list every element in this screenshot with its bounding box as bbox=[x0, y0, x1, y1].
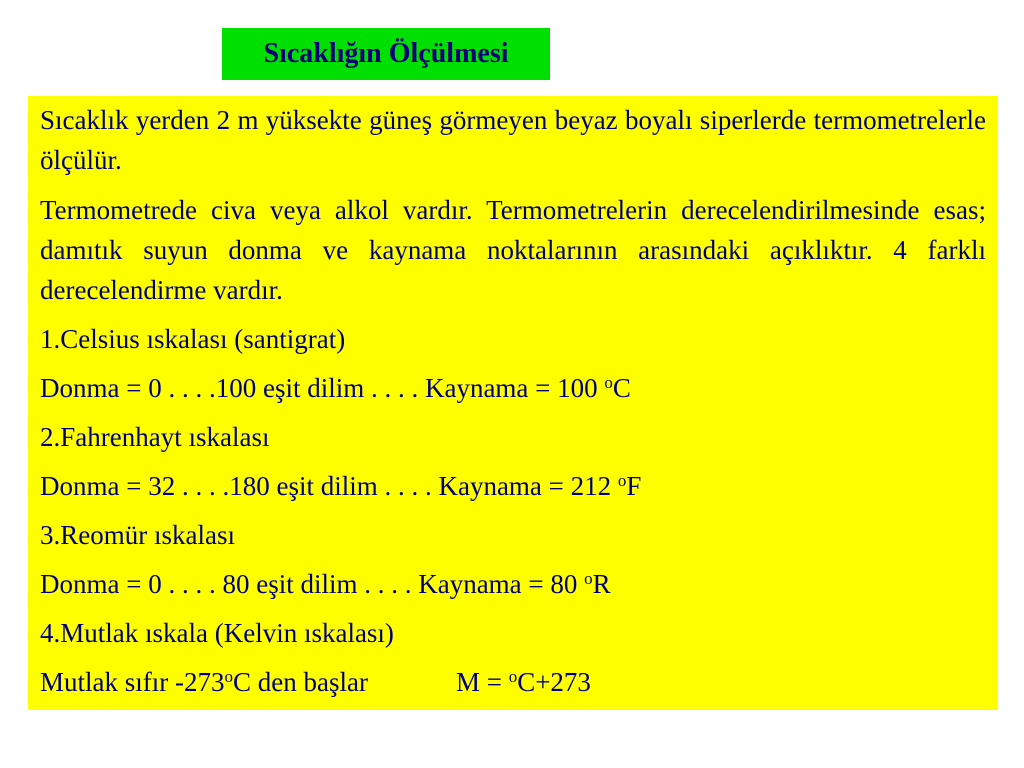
slide-title bbox=[222, 28, 550, 80]
fahrenheit-line bbox=[40, 466, 986, 506]
degree-symbol: o bbox=[224, 667, 233, 686]
degree-symbol: o bbox=[508, 667, 518, 686]
degree-symbol: o bbox=[584, 569, 593, 588]
fahrenheit-line-text: Donma = 32 . . . .180 eşit dilim . . . . Kaynama = 212 bbox=[40, 471, 618, 501]
reaumur-heading: 3.Reomür ıskalası bbox=[40, 520, 235, 550]
kelvin-line bbox=[40, 662, 986, 702]
kelvin-formula-a: M = bbox=[455, 667, 509, 697]
reaumur-line-text: Donma = 0 . . . . 80 eşit dilim . . . . Kaynama = 80 bbox=[40, 569, 585, 599]
celsius-unit: C bbox=[612, 373, 631, 403]
slide-title-text: Sıcaklığın Ölçülmesi bbox=[263, 38, 509, 69]
kelvin-line-text-b: C den başlar bbox=[232, 667, 368, 697]
kelvin-line-text-a: Mutlak sıfır -273 bbox=[40, 667, 225, 697]
celsius-heading: 1.Celsius ıskalası (santigrat) bbox=[40, 324, 346, 354]
celsius-line bbox=[40, 368, 986, 408]
kelvin-heading: 4.Mutlak ıskala (Kelvin ıskalası) bbox=[40, 618, 394, 648]
degree-symbol: o bbox=[617, 471, 627, 490]
paragraph-measurement: Sıcaklık yerden 2 m yüksekte güneş görmeyen beyaz boyalı siperlerde termometrelerle ölçülür. bbox=[40, 105, 986, 175]
degree-symbol: o bbox=[604, 373, 613, 392]
reaumur-unit: R bbox=[592, 569, 611, 599]
reaumur-line bbox=[40, 564, 986, 604]
paragraph-thermometer: Termometrede civa veya alkol vardır. Termometrelerin derecelendirilmesinde esas; damıtık suyun donma ve kaynama noktalarının arasındaki açıklıktır. 4 farklı derecelendirme vardır. bbox=[40, 195, 986, 305]
kelvin-formula-b: C+273 bbox=[517, 667, 591, 697]
content-box bbox=[28, 96, 998, 710]
fahrenheit-unit: F bbox=[626, 471, 642, 501]
celsius-line-text: Donma = 0 . . . .100 eşit dilim . . . . Kaynama = 100 bbox=[40, 373, 605, 403]
fahrenheit-heading: 2.Fahrenhayt ıskalası bbox=[40, 422, 270, 452]
